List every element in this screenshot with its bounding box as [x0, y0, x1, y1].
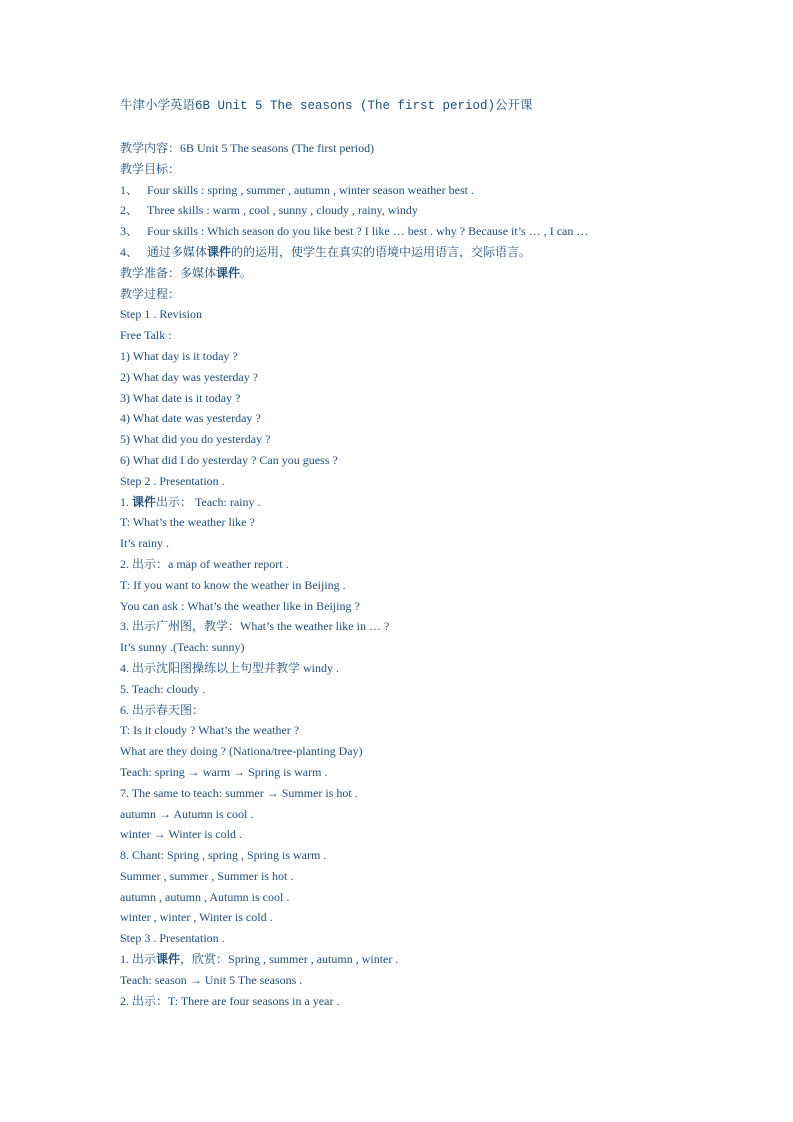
text-line — [120, 408, 760, 429]
text-line — [120, 720, 760, 741]
text-line — [120, 596, 760, 617]
text-line — [120, 970, 760, 991]
text-line — [120, 388, 760, 409]
text-segment: 5) What did you do yesterday ? — [120, 432, 271, 447]
text-segment: 1) What day is it today ? — [120, 348, 238, 363]
text-segment: 1. — [120, 494, 132, 509]
text-line — [120, 138, 760, 159]
text-segment: Four skills : spring , summer , autumn , winter season weather best . — [147, 182, 474, 197]
text-segment: 2. 出示：a map of weather report . — [120, 556, 289, 571]
text-line — [120, 804, 760, 825]
text-segment: Teach: spring → warm → Spring is warm . — [120, 764, 328, 779]
bold-keyword: 课件 — [156, 952, 181, 967]
text-segment: autumn , autumn , Autumn is cool . — [120, 889, 290, 904]
text-segment: 3) What date is it today ? — [120, 390, 241, 405]
text-line — [120, 658, 760, 679]
text-line — [120, 471, 760, 492]
text-line — [120, 679, 760, 700]
text-line — [120, 554, 760, 575]
text-line — [120, 637, 760, 658]
document-body — [120, 138, 760, 1011]
text-line — [120, 492, 760, 513]
text-segment: 教学准备：多媒体 — [120, 265, 217, 280]
text-line — [120, 783, 760, 804]
text-segment: 8. Chant: Spring , spring , Spring is warm . — [120, 848, 327, 863]
text-segment: 4) What date was yesterday ? — [120, 411, 261, 426]
text-segment: Step 2 . Presentation . — [120, 473, 225, 488]
text-segment: 6. 出示春天图： — [120, 702, 205, 717]
text-line — [120, 200, 760, 221]
text-segment: Step 1 . Revision — [120, 307, 203, 322]
text-line — [120, 575, 760, 596]
text-segment: Step 3 . Presentation . — [120, 931, 225, 946]
list-number: 3、 — [120, 224, 139, 239]
text-segment: ，欣赏：Spring , summer , autumn , winter . — [180, 952, 399, 967]
text-segment: It’s rainy . — [120, 536, 169, 551]
text-line — [120, 180, 760, 201]
text-segment: It’s sunny .(Teach: sunny) — [120, 640, 245, 655]
text-line — [120, 221, 760, 242]
text-segment: You can ask : What’s the weather like in Beijing ? — [120, 598, 360, 613]
text-segment: 1. 出示 — [120, 952, 157, 967]
text-segment: 教学内容：6B Unit 5 The seasons (The first period) — [120, 141, 375, 155]
text-segment: Four skills : Which season do you like best ? I like … best . why ? Because it’s … , I can … — [147, 224, 589, 239]
text-line — [120, 866, 760, 887]
text-segment: 教学目标： — [120, 161, 181, 176]
text-segment: T: If you want to know the weather in Beijing . — [120, 577, 346, 592]
text-segment: T: Is it cloudy ? What’s the weather ? — [120, 723, 300, 738]
list-number: 1、 — [120, 182, 139, 197]
text-line — [120, 304, 760, 325]
text-segment: 出示： Teach: rainy . — [156, 494, 261, 509]
text-line — [120, 700, 760, 721]
text-line — [120, 512, 760, 533]
text-line — [120, 159, 760, 180]
bold-keyword: 课件 — [132, 494, 157, 509]
list-number: 2、 — [120, 203, 139, 218]
text-segment: 3. 出示广州图，教学：What’s the weather like in … ? — [120, 619, 390, 634]
text-line — [120, 325, 760, 346]
bold-keyword: 课件 — [216, 265, 241, 280]
text-line — [120, 991, 760, 1012]
text-segment: T: What’s the weather like ? — [120, 515, 255, 530]
text-segment: 4. 出示沈阳图操练以上句型并教学 windy . — [120, 660, 340, 675]
bold-keyword: 课件 — [207, 244, 232, 259]
text-segment: winter , winter , Winter is cold . — [120, 910, 273, 925]
text-segment: 5. Teach: cloudy . — [120, 681, 206, 696]
text-segment: 7. The same to teach: summer → Summer is hot . — [120, 785, 358, 800]
text-segment: Summer , summer , Summer is hot . — [120, 868, 294, 883]
text-line — [120, 907, 760, 928]
text-segment: Teach: season → Unit 5 The seasons . — [120, 972, 303, 987]
text-line — [120, 845, 760, 866]
text-segment: 2) What day was yesterday ? — [120, 369, 259, 384]
text-line — [120, 242, 760, 263]
text-segment: 2. 出示：T: There are four seasons in a year . — [120, 993, 340, 1008]
text-segment: 通过多媒体 — [147, 244, 208, 259]
text-segment: winter → Winter is cold . — [120, 827, 242, 842]
text-line — [120, 949, 760, 970]
text-line — [120, 824, 760, 845]
text-segment: 教学过程： — [120, 286, 181, 301]
text-line — [120, 346, 760, 367]
text-line — [120, 263, 760, 284]
document-title: 牛津小学英语6B Unit 5 The seasons (The first period)公开课 — [120, 99, 533, 113]
text-segment: 6) What did I do yesterday ? Can you guess ? — [120, 452, 338, 467]
text-line — [120, 367, 760, 388]
text-line — [120, 450, 760, 471]
text-segment: 的的运用，使学生在真实的语境中运用语言，交际语言。 — [231, 244, 532, 259]
text-segment: autumn → Autumn is cool . — [120, 806, 254, 821]
text-line — [120, 429, 760, 450]
text-segment: Free Talk : — [120, 328, 172, 343]
text-segment: 。 — [240, 265, 253, 280]
text-segment: What are they doing ? (Nationa/tree-planting Day) — [120, 744, 363, 759]
list-number: 4、 — [120, 244, 139, 259]
text-line — [120, 284, 760, 305]
text-line — [120, 616, 760, 637]
text-line — [120, 887, 760, 908]
text-line — [120, 533, 760, 554]
text-segment: Three skills : warm , cool , sunny , cloudy , rainy, windy — [147, 203, 418, 218]
text-line — [120, 762, 760, 783]
text-line — [120, 741, 760, 762]
text-line — [120, 928, 760, 949]
